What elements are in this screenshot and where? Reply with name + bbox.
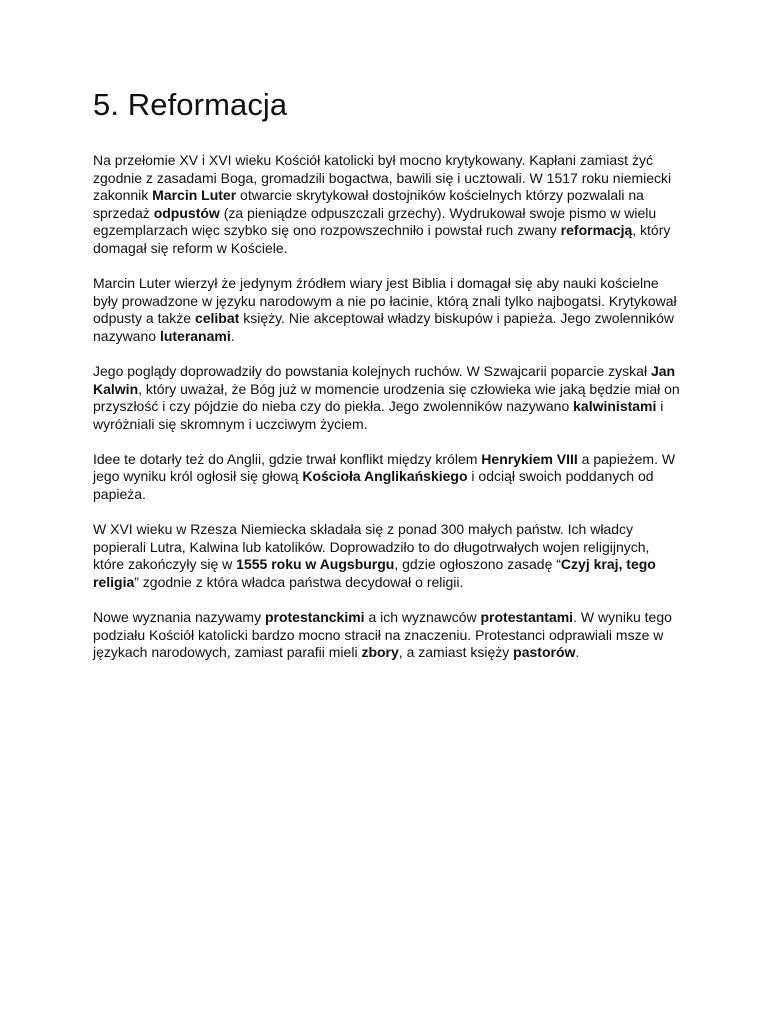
bold-term: protestanckimi: [264, 608, 365, 625]
bold-term: protestantami: [480, 608, 574, 625]
text-run: , a zamiast księży: [398, 644, 514, 661]
bold-term: Czyj kraj, tego religia: [93, 556, 656, 590]
bold-term: pastorów: [513, 644, 576, 661]
text-run: Nowe wyznania nazywamy: [93, 608, 265, 625]
text-run: (za pieniądze odpuszczali grzechy). Wydrukował swoje pismo w wielu egzemplarzach więc szybko się ono rozpowszechniło i powstał ruch zwany: [93, 204, 657, 239]
text-run: ” zgodnie z która władca państwa decydował o religii.: [134, 573, 464, 590]
text-run: Marcin Luter wierzył że jedynym źródłem wiary jest Biblia i domagał się aby nauki kościelne były prowadzone w języku narodowym a nie po łacinie, którą znali tylko najbogatsi. Krytykował odpusty a także: [93, 275, 677, 327]
paragraph: [93, 152, 683, 258]
bold-term: kalwinistami: [573, 398, 657, 415]
bold-term: Kościoła Anglikańskiego: [302, 468, 468, 485]
text-run: , który domagał się reform w Kościele.: [93, 222, 671, 256]
paragraph: [93, 609, 683, 662]
bold-term: celibat: [194, 310, 240, 327]
text-run: i wyróżniali się skromnym i uczciwym życiem.: [93, 398, 664, 432]
bold-term: odpustów: [153, 204, 220, 221]
bold-term: 1555 roku w Augsburgu: [236, 556, 395, 573]
paragraph: [93, 275, 683, 345]
text-run: .: [230, 327, 235, 344]
text-run: Idee te dotarły też do Anglii, gdzie trwał konflikt między królem: [93, 450, 482, 467]
text-run: , który uważał, że Bóg już w momencie urodzenia się człowieka wie jaką będzie miał on przyszłość i czy pójdzie do nieba czy do piekła. Jego zwolenników nazywano: [93, 380, 680, 415]
text-run: .: [575, 644, 580, 661]
text-run: księży. Nie akceptował władzy biskupów i papieża. Jego zwolenników nazywano: [93, 310, 675, 344]
bold-term: Henrykiem VIII: [481, 450, 578, 467]
paragraph: [93, 451, 683, 504]
bold-term: Marcin Luter: [152, 187, 237, 204]
page-title: 5. Reformacja: [93, 87, 288, 122]
text-run: Na przełomie XV i XVI wieku Kościół katolicki był mocno krytykowany. Kapłani zamiast żyć zgodnie z zasadami Boga, gromadzili bogactwa, bawili się i ucztowali. W 1517 roku niemiecki zakonnik: [93, 152, 672, 204]
text-run: i odciął swoich poddanych od papieża.: [93, 468, 654, 502]
text-run: a papieżem. W jego wyniku król ogłosił się głową: [93, 450, 676, 485]
bold-term: reformacją: [560, 222, 633, 239]
bold-term: zbory: [361, 644, 399, 661]
text-run: a ich wyznawców: [364, 608, 481, 625]
document-body: [93, 152, 683, 662]
paragraph: [93, 521, 683, 591]
text-run: . W wyniku tego podziału Kościół katolicki bardzo mocno stracił na znaczeniu. Protestanci odprawiali msze w językach narodowych, zamiast parafii mieli: [93, 608, 672, 661]
text-run: otwarcie skrytykował dostojników kościelnych którzy pozwalali na sprzedaż: [93, 187, 644, 221]
text-run: Jego poglądy doprowadziły do powstania kolejnych ruchów. W Szwajcarii poparcie zyskał: [93, 362, 651, 379]
paragraph: [93, 363, 683, 433]
text-run: , gdzie ogłoszono zasadę “: [394, 556, 561, 573]
text-run: W XVI wieku w Rzesza Niemiecka składała się z ponad 300 małych państw. Ich władcy popierali Lutra, Kalwina lub katolików. Doprowadziło to do długotrwałych wojen religijnych, które zakończyły się w: [93, 521, 650, 573]
bold-term: luteranami: [159, 327, 231, 344]
bold-term: Jan Kalwin: [93, 362, 676, 397]
document-page: [93, 86, 683, 679]
